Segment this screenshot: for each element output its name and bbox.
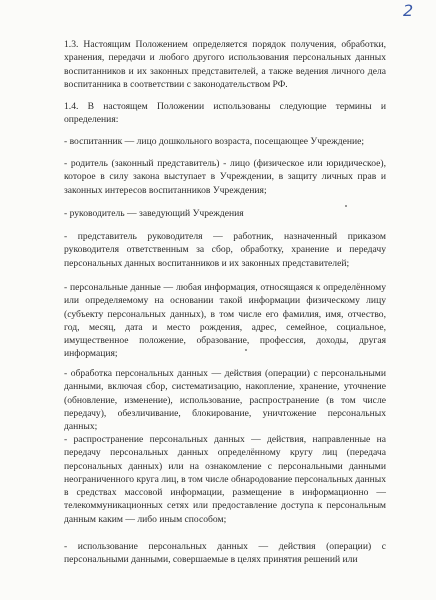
- definition-head-representative: - представитель руководителя — работник, назначенный приказом руководителя ответственным за сбор, обработку, хранение и передачу персональных данных воспитанников и их законных представителей;: [64, 231, 386, 269]
- definition-parent: - родитель (законный представитель) - лицо (физическое или юридическое), которое в силу закона выступает в Учреждении, в защиту личных прав и законных интересов воспитанников Учреждения;: [64, 158, 386, 196]
- definition-data-processing: - обработка персональных данных — действия (операции) с персональными данными, включая сбор, систематизацию, накопление, хранение, уточнение (обновление, изменение), использование, распространение (в том числе передачу), обезличивание, блокирование, уничтожение персональных данных;: [64, 368, 386, 433]
- page-number: 2: [403, 1, 414, 20]
- paragraph-1-4: 1.4. В настоящем Положении использованы следующие термины и определения:: [64, 101, 386, 126]
- definition-head: - руководитель — заведующий Учреждения: [64, 208, 244, 219]
- paragraph-1-3: 1.3. Настоящим Положением определяется порядок получения, обработки, хранения, передачи и любого другого использования персональных данных воспитанников и их законных представителей, а также ведения личного дела воспитанника в соответствии с законодательством РФ.: [64, 39, 386, 90]
- definition-data-distribution: - распространение персональных данных — действия, направленные на передачу персональных данных определённому кругу лиц (передача персональных данных) или на ознакомление с персональными данными неограниченного круга лиц, в том числе обнародование персональных данных в средствах массовой информации, размещение в информационно — телекоммуникационных сетях или предоставление доступа к персональным данным каким — либо иным способом;: [64, 434, 386, 525]
- scan-speck: [345, 205, 347, 207]
- definition-pupil: - воспитанник — лицо дошкольного возраста, посещающее Учреждение;: [64, 136, 365, 147]
- scan-speck: [245, 349, 247, 351]
- definition-personal-data: - персональные данные — любая информация, относящаяся к определённому или определяемому на основании такой информации физическому лицу (субъекту персональных данных), в том числе его фамилия, имя, отчество, год, месяц, дата и место рождения, адрес, семейное, социальное, имущественное положение, образование, профессия, доходы, другая информация;: [64, 282, 386, 360]
- definition-data-usage: - использование персональных данных — действия (операции) с персональными данными, совершаемые в целях принятия решений или: [64, 541, 386, 566]
